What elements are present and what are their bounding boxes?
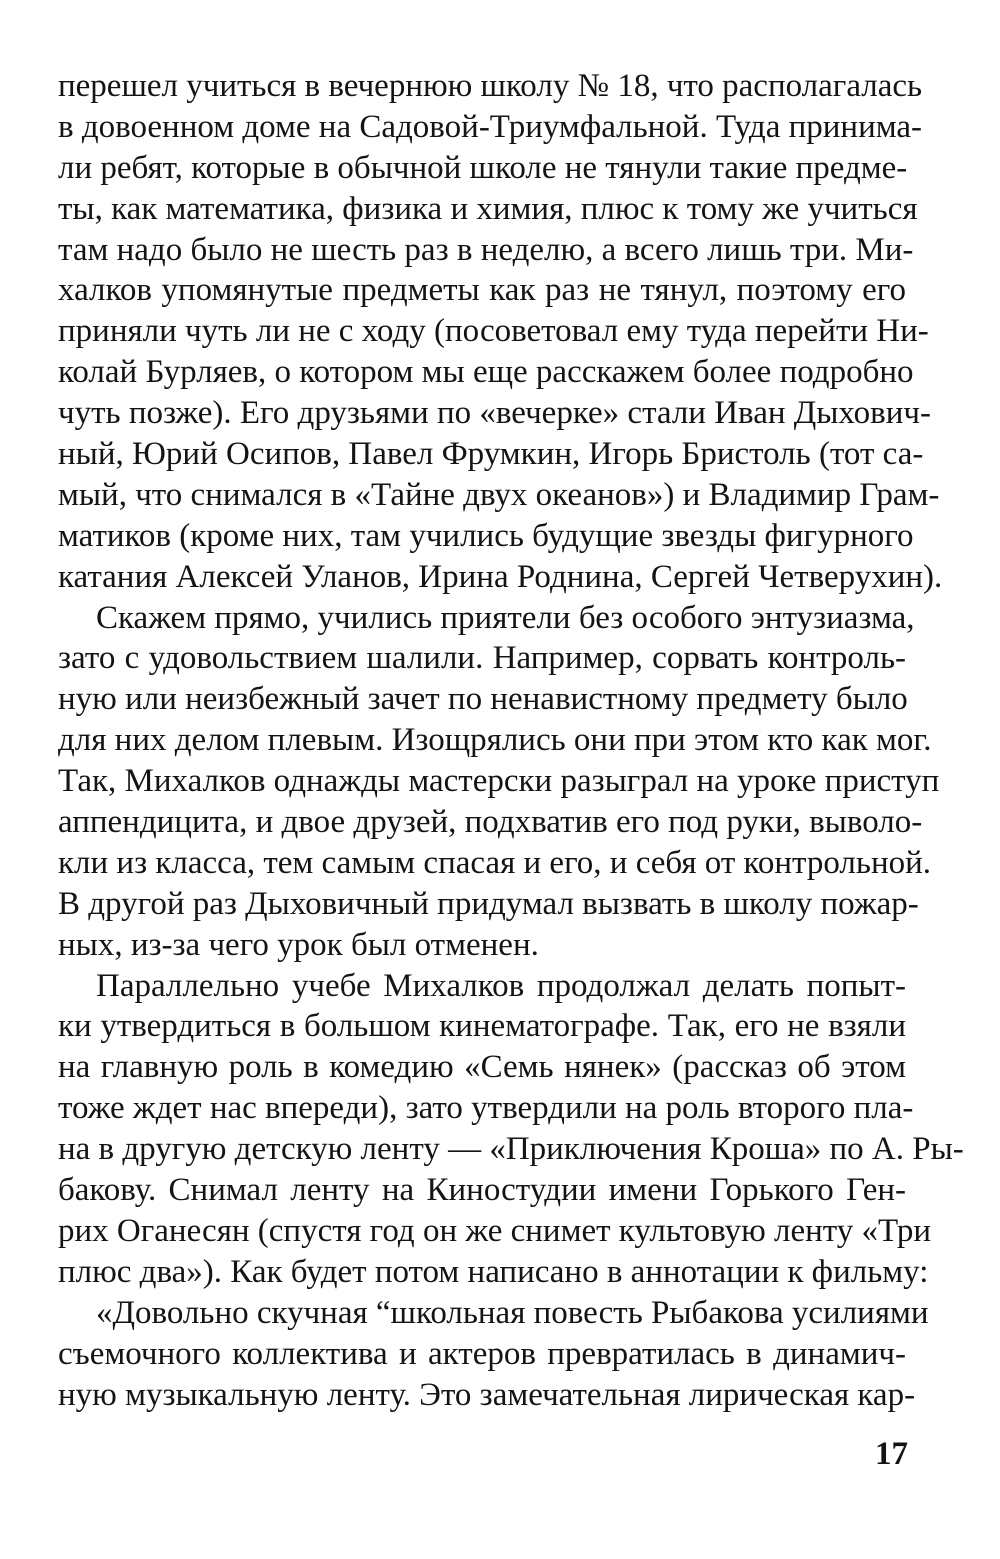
text-line: приняли чуть ли не с ходу (посоветовал ему туда перейти Ни- (58, 313, 929, 350)
text-line: бакову. Снимал ленту на Киностудии имени Горького Ген- (58, 1172, 906, 1209)
text-line: для них делом плевым. Изощрялись они при этом кто как мог. (58, 722, 932, 759)
text-line: ли ребят, которые в обычной школе не тянули такие предме- (58, 149, 908, 186)
text-line: ную или неизбежный зачет по ненавистному предмету было (58, 681, 908, 718)
text-line: матиков (кроме них, там учились будущие звезды фигурного (58, 517, 914, 554)
text-line: кли из класса, тем самым спасая и его, и себя от контрольной. (58, 844, 932, 881)
text-line: рих Оганесян (спустя год он же снимет культовую ленту «Три (58, 1212, 932, 1249)
page-number: 17 (875, 1436, 908, 1472)
text-line: ки утвердиться в большом кинематографе. Так, его не взяли (58, 1008, 906, 1045)
text-line: там надо было не шесть раз в неделю, а всего лишь три. Ми- (58, 231, 914, 268)
body-text (58, 66, 964, 1415)
text-line: колай Бурляев, о котором мы еще расскажем более подробно (58, 354, 914, 391)
text-line: катания Алексей Уланов, Ирина Роднина, Сергей Четверухин). (58, 558, 943, 595)
text-line: съемочного коллектива и актеров превратилась в динамич- (58, 1335, 906, 1372)
text-line: зато с удовольствием шалили. Например, сорвать контроль- (58, 640, 906, 677)
text-line: ную музыкальную ленту. Это замечательная лирическая кар- (58, 1376, 916, 1413)
text-line: Так, Михалков однажды мастерски разыграл на уроке приступ (58, 763, 940, 800)
text-line: «Довольно скучная “школьная повесть Рыбакова усилиями (96, 1294, 929, 1331)
text-line: Параллельно учебе Михалков продолжал делать попыт- (96, 967, 906, 1004)
text-line: тоже ждет нас впереди), зато утвердили на роль второго пла- (58, 1090, 914, 1127)
text-line: в довоенном доме на Садовой-Триумфальной. Туда принима- (58, 108, 923, 145)
text-line: ты, как математика, физика и химия, плюс к тому же учиться (58, 190, 918, 227)
text-line: мый, что снимался в «Тайне двух океанов») и Владимир Грам- (58, 476, 940, 513)
text-line: на в другую детскую ленту — «Приключения Кроша» по А. Ры- (58, 1131, 964, 1168)
text-line: В другой раз Дыховичный придумал вызвать в школу пожар- (58, 885, 919, 922)
text-line: Скажем прямо, учились приятели без особого энтузиазма, (96, 599, 915, 636)
text-line: ный, Юрий Осипов, Павел Фрумкин, Игорь Бристоль (тот са- (58, 436, 924, 473)
text-line: аппендицита, и двое друзей, подхватив его под руки, выволо- (58, 804, 923, 841)
text-line: ных, из-за чего урок был отменен. (58, 926, 539, 963)
text-line: плюс два»). Как будет потом написано в аннотации к фильму: (58, 1253, 929, 1290)
text-line: халков упомянутые предметы как раз не тянул, поэтому его (58, 272, 906, 309)
text-line: перешел учиться в вечернюю школу № 18, что располагалась (58, 68, 923, 104)
text-line: на главную роль в комедию «Семь нянек» (рассказ об этом (58, 1049, 906, 1086)
text-line: чуть позже). Его друзьями по «вечерке» стали Иван Дыхович- (58, 395, 932, 432)
